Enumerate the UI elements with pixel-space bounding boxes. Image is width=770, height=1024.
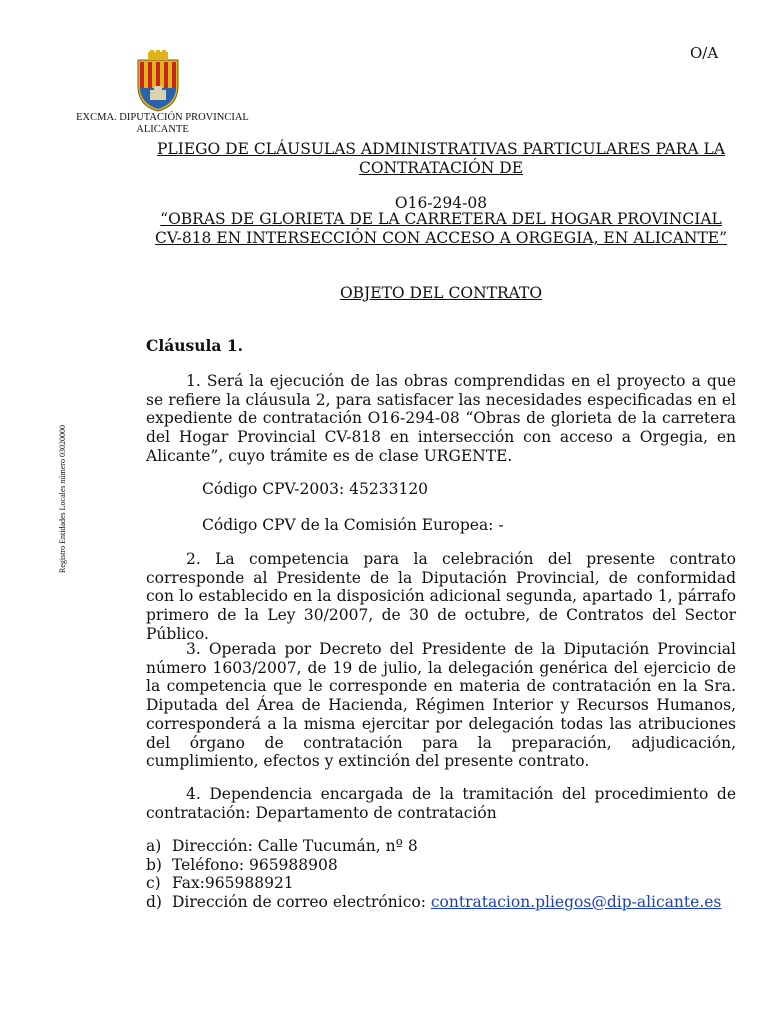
email-label: Dirección de correo electrónico: [172, 892, 431, 911]
issuer-name [70, 112, 255, 136]
paragraph-1 [146, 372, 736, 466]
title-line-2: CONTRATACIÓN DE [358, 159, 524, 177]
contract-subject [146, 210, 736, 248]
cpv-2003-code: Código CPV-2003: 45233120 [202, 480, 429, 498]
paragraph-4 [146, 785, 736, 822]
subject-line-1: “OBRAS DE GLORIETA DE LA CARRETERA DEL HOGAR PROVINCIAL [160, 210, 722, 228]
list-item: d) Dirección de correo electrónico: contratacion.pliegos@dip-alicante.es [146, 892, 722, 911]
email-link[interactable]: contratacion.pliegos@dip-alicante.es [430, 892, 722, 911]
paragraph-2 [146, 550, 736, 644]
document-title [146, 140, 736, 178]
section-heading-text: OBJETO DEL CONTRATO [339, 284, 543, 302]
paragraph-2-text: 2. La competencia para la celebración del presente contrato corresponde al Presidente de la Diputación Provincial, de conformidad con lo establecido en la disposición adicional segunda, apartado 1, párrafo primero de la Ley 30/2007, de 30 de octubre, de Contratos del Sector Público. [146, 550, 736, 643]
subject-line-2: CV-818 EN INTERSECCIÓN CON ACCESO A ORGEGIA, EN ALICANTE” [154, 229, 728, 247]
contact-list [146, 837, 721, 911]
fax-text: Fax:965988921 [172, 874, 294, 892]
paragraph-1-text: 1. Será la ejecución de las obras comprendidas en el proyecto a que se refiere la cláusula 2, para satisfacer las necesidades especificadas en el expediente de contratación O16-294-08 “Obras de glorieta de la carretera del Hogar Provincial CV-818 en intersección con acceso a Orgegia, en Alicante”, cuyo trámite es de clase URGENTE. [146, 372, 736, 465]
list-item: c) Fax:965988921 [146, 874, 294, 892]
provincial-crest-logo [134, 50, 182, 112]
side-registry-stamp: Registro Entidades Locales número 03020000 [58, 425, 67, 573]
paragraph-3 [146, 640, 736, 771]
clause-heading: Cláusula 1. [146, 336, 244, 355]
title-line-1: PLIEGO DE CLÁUSULAS ADMINISTRATIVAS PARTICULARES PARA LA [156, 140, 726, 158]
paragraph-4-text: 4. Dependencia encargada de la tramitación del procedimiento de contratación: Departamento de contratación [146, 785, 736, 822]
cpv-ce-code: Código CPV de la Comisión Europea: - [202, 516, 504, 534]
section-heading [146, 284, 736, 303]
list-item: a) Dirección: Calle Tucumán, nº 8 [146, 837, 418, 855]
contract-code-text: O16-294-08 [394, 194, 488, 212]
document-reference: O/A [690, 44, 719, 62]
list-item: b) Teléfono: 965988908 [146, 855, 338, 874]
address-text: Dirección: Calle Tucumán, nº 8 [172, 837, 418, 855]
issuer-line-2: ALICANTE [136, 124, 189, 135]
phone-text: Teléfono: 965988908 [172, 855, 338, 874]
issuer-line-1: EXCMA. DIPUTACIÓN PROVINCIAL [76, 112, 249, 123]
paragraph-3-text: 3. Operada por Decreto del Presidente de la Diputación Provincial número 1603/2007, de 19 de julio, la delegación genérica del ejercicio de la competencia que le corresponde en materia de contratación en la Sra. Diputada del Área de Hacienda, Régimen Interior y Recursos Humanos, corresponderá a la misma ejercitar por delegación todas las atribuciones del órgano de contratación para la preparación, adjudicación, cumplimiento, efectos y extinción del presente contrato. [146, 640, 736, 771]
